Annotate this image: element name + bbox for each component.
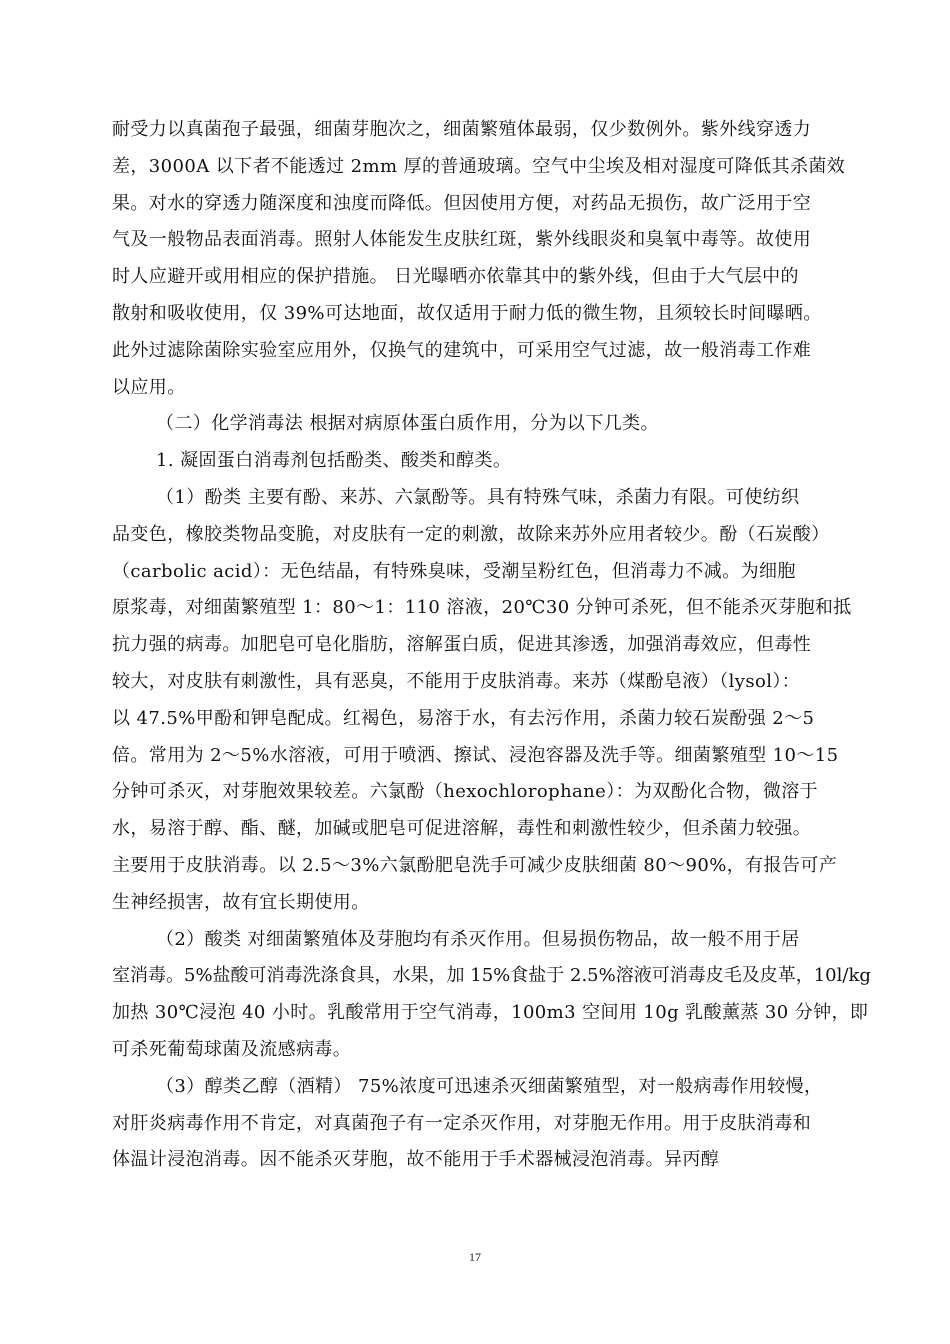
- page-number: 17: [469, 1250, 481, 1264]
- text-line: （2）酸类 对细菌繁殖体及芽胞均有杀灭作用。但易损伤物品，故一般不用于居: [156, 928, 800, 950]
- text-line: 差，3000A 以下者不能透过 2mm 厚的普通玻璃。空气中尘埃及相对湿度可降低其杀菌效: [112, 155, 846, 177]
- text-line: 室消毒。5%盐酸可消毒洗涤食具，水果，加 15%食盐于 2.5%溶液可消毒皮毛及皮革，10l/kg: [112, 965, 871, 987]
- text-line: 体温计浸泡消毒。因不能杀灭芽胞，故不能用于手术器械浸泡消毒。异丙醇: [112, 1149, 720, 1171]
- text-line: 较大，对皮肤有刺激性，具有恶臭，不能用于皮肤消毒。来苏（煤酚皂液）（lysol）：: [112, 670, 801, 692]
- text-line: 原浆毒，对细菌繁殖型 1：80～1：110 溶液，20℃30 分钟可杀死，但不能杀灭芽胞和抵: [112, 597, 852, 619]
- text-line: 分钟可杀灭，对芽胞效果较差。六氯酚（hexochlorophane）：为双酚化合物，微溶于: [112, 781, 819, 803]
- text-line: 水，易溶于醇、酯、醚，加碱或肥皂可促进溶解，毒性和刺激性较少，但杀菌力较强。: [112, 818, 812, 840]
- text-line: （carbolic acid）：无色结晶，有特殊臭味，受潮呈粉红色，但消毒力不减。为细胞: [112, 560, 796, 582]
- text-line: 倍。常用为 2～5%水溶液，可用于喷洒、擦试、浸泡容器及洗手等。细菌繁殖型 10～15: [112, 744, 839, 766]
- text-line: 以应用。: [112, 376, 186, 398]
- text-line: 可杀死葡萄球菌及流感病毒。: [112, 1038, 352, 1060]
- text-line: 耐受力以真菌孢子最强，细菌芽胞次之，细菌繁殖体最弱，仅少数例外。紫外线穿透力: [112, 119, 812, 140]
- text-line: 加热 30℃浸泡 40 小时。乳酸常用于空气消毒，100m3 空间用 10g 乳酸薰蒸 30 分钟，即: [112, 1002, 869, 1024]
- body-text: [112, 112, 871, 1179]
- text-line: 时人应避开或用相应的保护措施。 日光曝晒亦依靠其中的紫外线，但由于大气层中的: [112, 266, 799, 288]
- subsection-heading: 1. 凝固蛋白消毒剂包括酚类、酸类和醇类。: [156, 450, 512, 472]
- text-line: （3）醇类乙醇（酒精） 75%浓度可迅速杀灭细菌繁殖型，对一般病毒作用较慢，: [156, 1075, 823, 1097]
- text-line: 生神经损害，故有宜长期使用。: [112, 891, 370, 913]
- text-line: 主要用于皮肤消毒。以 2.5～3%六氯酚肥皂洗手可减少皮肤细菌 80～90%，有报告可产: [112, 854, 838, 876]
- text-line: 此外过滤除菌除实验室应用外，仅换气的建筑中，可采用空气过滤，故一般消毒工作难: [112, 339, 812, 361]
- text-line: 抗力强的病毒。加肥皂可皂化脂肪，溶解蛋白质，促进其渗透，加强消毒效应，但毒性: [112, 634, 812, 656]
- section-heading: （二）化学消毒法 根据对病原体蛋白质作用，分为以下几类。: [156, 413, 659, 435]
- text-line: 对肝炎病毒作用不肯定，对真菌孢子有一定杀灭作用，对芽胞无作用。用于皮肤消毒和: [112, 1112, 812, 1134]
- text-line: 散射和吸收使用，仅 39%可达地面，故仅适用于耐力低的微生物，且须较长时间曝晒。: [112, 302, 822, 324]
- text-line: 果。对水的穿透力随深度和浊度而降低。但因使用方便，对药品无损伤，故广泛用于空: [112, 192, 812, 214]
- text-line: （1）酚类 主要有酚、来苏、六氯酚等。具有特殊气味，杀菌力有限。可使纺织: [156, 486, 800, 508]
- text-line: 以 47.5%甲酚和钾皂配成。红褐色，易溶于水，有去污作用，杀菌力较石炭酚强 2～5: [112, 707, 815, 729]
- text-line: 气及一般物品表面消毒。照射人体能发生皮肤红斑，紫外线眼炎和臭氧中毒等。故使用: [112, 229, 812, 251]
- text-line: 品变色，橡胶类物品变脆，对皮肤有一定的刺激，故除来苏外应用者较少。酚（石炭酸）: [112, 523, 830, 545]
